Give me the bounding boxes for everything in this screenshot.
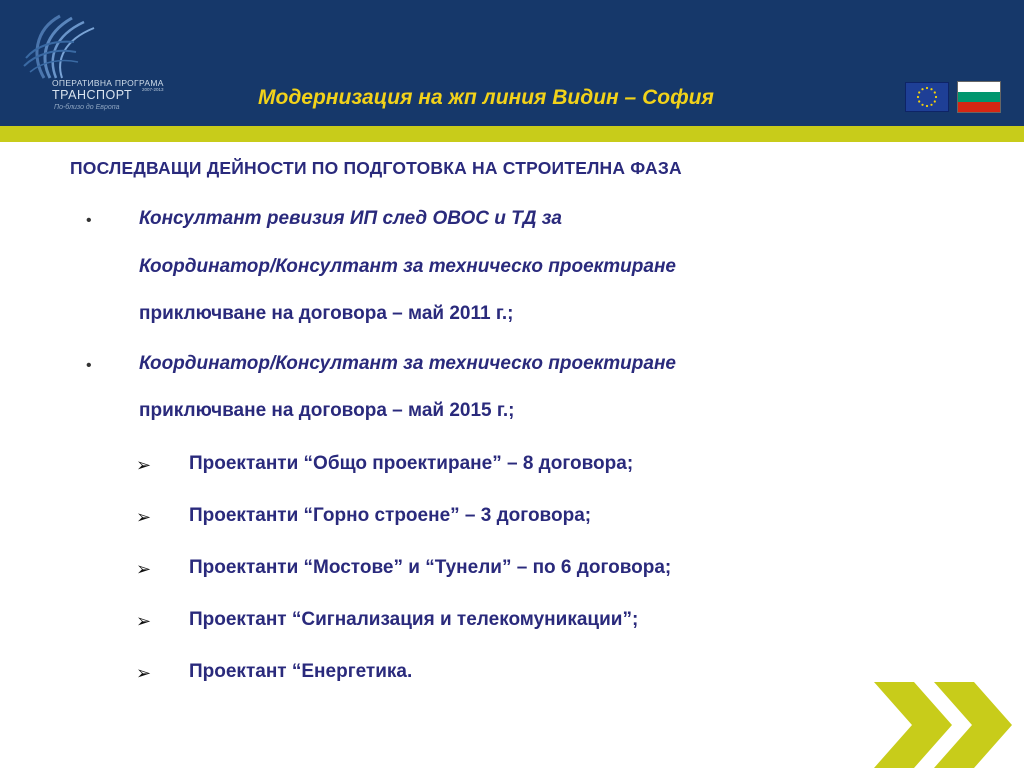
bullet-marker: • (86, 212, 92, 229)
arrow-bullet-icon: ➢ (136, 455, 152, 475)
logo-transport-label: ТРАНСПОРТ (52, 88, 133, 102)
sub-item-signalling: Проектант “Сигнализация и телекомуникации”; (189, 609, 639, 630)
page-title: Модернизация на жп линия Видин – София (258, 86, 714, 109)
bullet-marker: • (86, 357, 92, 374)
bullet-1-line-1: Консултант ревизия ИП след ОВОС и ТД за (139, 208, 563, 229)
logo-years-label: 2007-2013 (142, 87, 164, 92)
sub-item-energy: Проектант “Енергетика. (189, 661, 413, 682)
arrow-bullet-icon: ➢ (136, 663, 152, 683)
bullet-2-line-2: приключване на договора – май 2015 г.; (139, 400, 515, 421)
arrow-bullet-icon: ➢ (136, 611, 152, 631)
sub-item-bridges-tunnels: Проектанти “Мостове” и “Тунели” – по 6 договора; (189, 557, 672, 578)
bullet-1-line-3: приключване на договора – май 2011 г.; (139, 303, 514, 324)
operational-programme-logo (14, 8, 184, 114)
bullet-1-line-2: Координатор/Консултант за техническо проектиране (139, 256, 676, 277)
section-title: ПОСЛЕДВАЩИ ДЕЙНОСТИ ПО ПОДГОТОВКА НА СТРОИТЕЛНА ФАЗА (70, 158, 682, 178)
globe-swoosh-icon (14, 8, 114, 80)
arrow-bullet-icon: ➢ (136, 507, 152, 527)
sub-item-track-works: Проектанти “Горно строене” – 3 договора; (189, 505, 592, 526)
header-accent-stripe (0, 126, 1024, 142)
bulgaria-flag-icon (957, 81, 1001, 113)
double-chevron-icon (874, 682, 1024, 768)
eu-flag-icon (905, 82, 949, 112)
sub-item-general-design: Проектанти “Общо проектиране” – 8 договора; (189, 453, 634, 474)
logo-programme-label: ОПЕРАТИВНА ПРОГРАМА (52, 78, 164, 88)
arrow-bullet-icon: ➢ (136, 559, 152, 579)
logo-slogan: По-близо до Европа (54, 104, 120, 111)
bullet-2-line-1: Координатор/Консултант за техническо проектиране (139, 353, 676, 374)
header-bar (0, 0, 1024, 126)
